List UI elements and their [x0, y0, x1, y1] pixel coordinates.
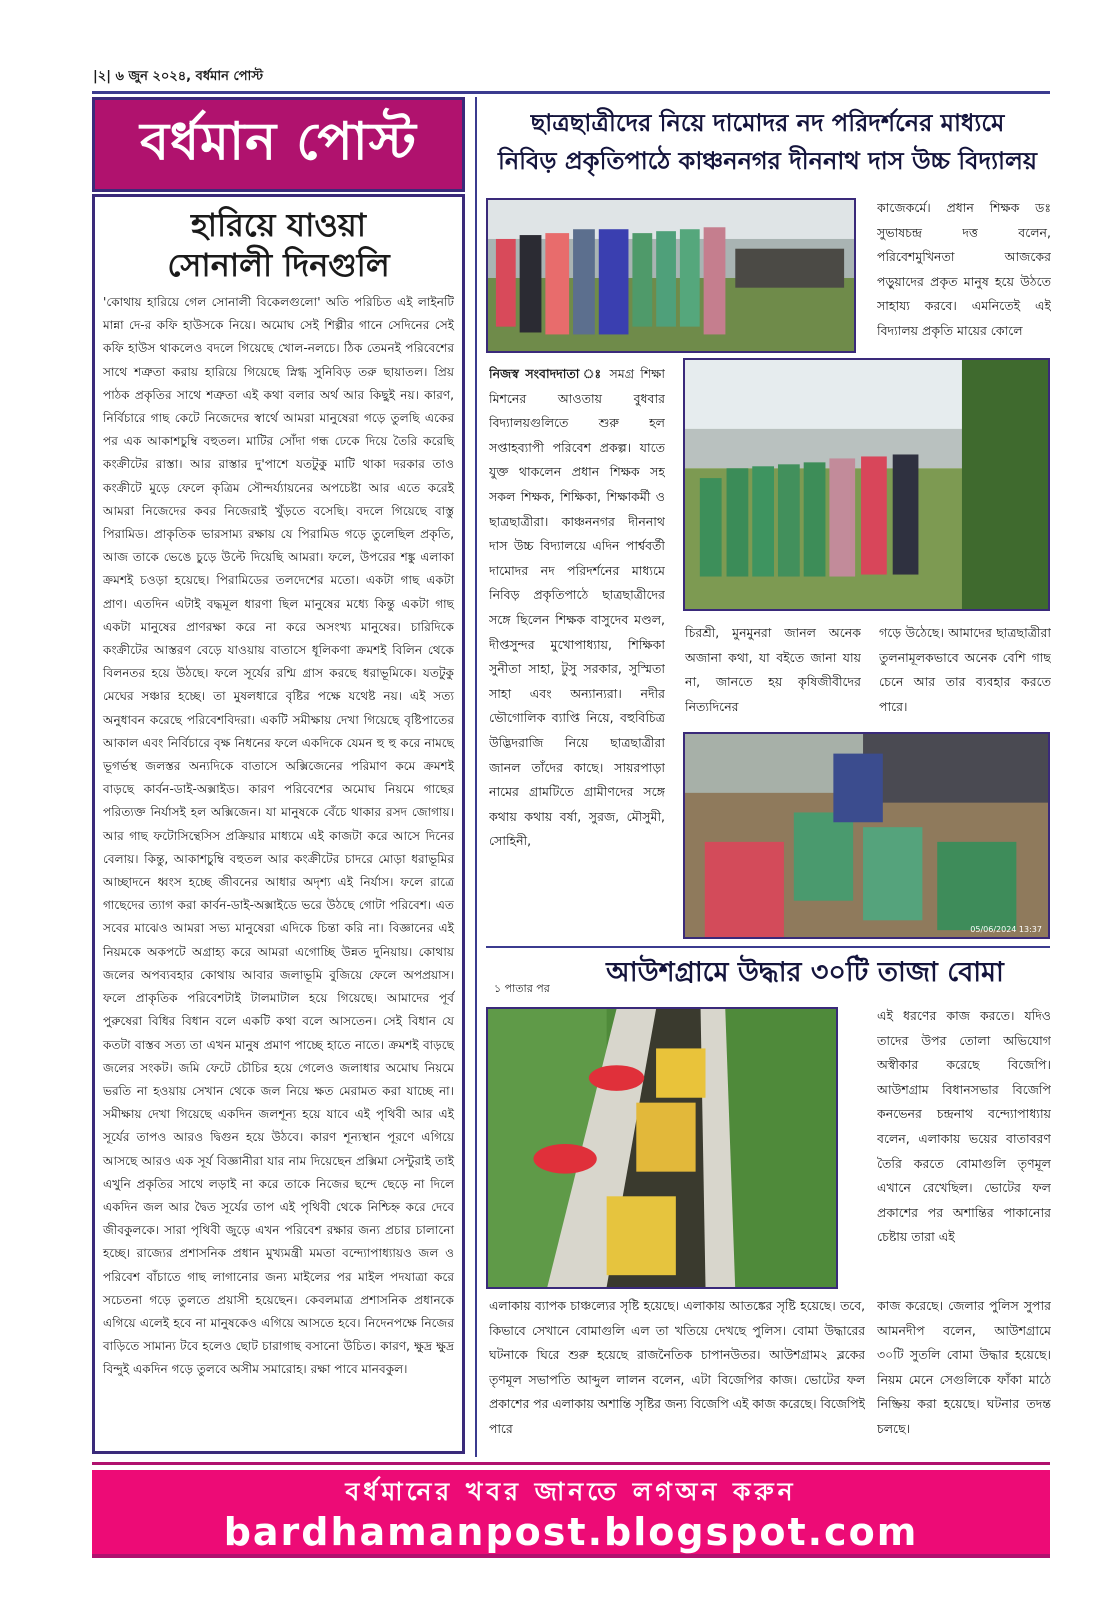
photo-timestamp: 05/06/2024 13:37 — [970, 925, 1042, 934]
second-story-text-right: এই ধরণের কাজ করতে। যদিও তাদের উপর তোলা অভিযোগ অস্বীকার করেছে বিজেপি। আউশগ্রাম বিধানসভার বিজেপি কনভেনর চন্দ্রনাথ বন্দ্যোপাধ্যায় বলেন, এলাকায় ভয়ের বাতাবরণ তৈরি করতে বোমাগুলি তৃণমূল এখানে রেখেছিল। ভোটের ফল প্রকাশের পর অশান্তির পাকানোর চেষ্টায় তারা এই — [877, 1008, 1051, 1245]
second-story-text-bottom: এলাকায় ব্যাপক চাঞ্চল্যের সৃষ্টি হয়েছে। এলাকায় আতঙ্কের সৃষ্টি হয়েছে। তবে, কিভাবে সেখানে বোমাগুলি এল তা খতিয়ে দেখছে পুলিস। বোমা উদ্ধারের ঘটনাকে ঘিরে শুরু হয়েছে রাজনৈতিক চাপানউতর। আউশগ্রাম২ ব্লকের তৃণমূল সভাপতি আব্দুল লালন বলেন, এটা বিজেপির কাজ। ভোটের ফল প্রকাশের পর এলাকায় অশান্তি সৃষ্টির জন্য বিজেপি এই কাজ করেছে। বিজেপিই পারে — [489, 1299, 865, 1436]
continued-note: ১ পাতার পর — [494, 982, 550, 995]
footer-banner — [92, 1470, 1050, 1558]
editorial-body: 'কোথায় হারিয়ে গেল সোনালী বিকেলগুলো' অতি পরিচিত এই লাইনটি মান্না দে-র কফি হাউসকে নিয়ে। অমোঘ সেই শিল্পীর গানে সেদিনের সেই কফি হাউস থাকলেও বদলে গিয়েছে খোল-নলচে। ঠিক তেমনই পরিবেশের সাথে শত্রুতা করায় হারিয়ে গিয়েছে স্নিগ্ধ সুনিবিড় তরু ছায়াতল। প্রিয় পাঠক প্রকৃতির সাথে শত্রুতা এই কথা বলার অর্থ আর কিছুই নয়। কারণ, নির্বিচারে গাছ কেটে নিজেদের স্বার্থে আমরা মানুষেরা গড়ে তুলছি একের পর এক আকাশচুম্বি বহুতল। মাটির সোঁদা গন্ধ ঢেকে দিয়ে তৈরি করেছি কংক্রীটের রাস্তা। আর রাস্তার দু'পাশে যতটুকু মাটি থাকা দরকার তাও কংক্রীটে মুড়ে ফেলে কৃত্রিম সৌন্দর্য্যায়নের অপচেষ্টা আর এতে করেই আমরা নিজেদের কবর নিজেরাই খুঁড়তে বসেছি। বদলে গিয়েছে বাস্তু পিরামিড। প্রাকৃতিক ভারসাম্য রক্ষায় যে পিরামিড গড়ে তুলেছিল প্রকৃতি, আজ তাকে ভেঙে চুড়ে উল্টে দিয়েছি আমরা। ফলে, উপরের শঙ্কু এলাকা ক্রমশই চওড়া হয়েছে। পিরামিডের তলদেশের মতো। একটা গাছ একটা প্রাণ। এতদিন এটাই বদ্ধমূল ধারণা ছিল মানুষের মধ্যে কিন্তু একটা গাছ একটা মানুষের প্রাণরক্ষা করে না করে অসংখ্য মানুষের। চারিদিকে কংক্রীটের আস্তরণ বেড়ে যাওয়ায় বাতাসে ধূলিকণা ক্রমশই বিলিন থেকে বিলনতর হয়ে উঠছে। ফলে সূর্যের রশ্মি গ্রাস করছে ধরাভূমিকে। যতটুকু মেঘের সঞ্চার হচ্ছে। তা মুষলধারে বৃষ্টির পক্ষে যথেষ্ট নয়। এই সত্য অনুধাবন করেছে পরিবেশবিদরা। একটি সমীক্ষায় দেখা গিয়েছে বৃষ্টিপাতের আকাল এবং নির্বিচারে বৃক্ষ নিধনের ফলে একদিকে যেমন হু হু করে নামছে ভূগর্ভস্থ জলস্তর অন্যদিকে বাতাসে অক্সিজেনের পরিমাণ কমে ক্রমশই বাড়ছে কার্বন-ডাই-অক্সাইড। কারণ পরিবেশের অমোঘ নিয়মে গাছের পরিত্যক্ত নির্যাসই হল অক্সিজেন। যা মানুষকে বেঁচে থাকার রসদ জোগায়। আর গাছ ফটোসিন্থেসিস প্রক্রিয়ার মাধ্যমে এই কাজটা করে আসে দিনের বেলায়। কিন্তু, আকাশচুম্বি বহুতল আর কংক্রীটের চাদরে মোড়া ধরাভূমির আচ্ছাদনে ধ্বংস হচ্ছে জীবনের আধার অদৃশ্য এই নির্যাস। ফলে রাত্রে গাছেদের ত্যাগ করা কার্বন-ডাই-অক্সাইডে ভরে উঠছে গোটা পরিবেশ। এত সবের মাঝেও আমরা সভ্য মানুষেরা এদিকে চিন্তা করি না। বিজ্ঞানের এই নিয়মকে অকপটে অগ্রাহ্য করে আমরা এগোচ্ছি উন্নত দুনিয়ায়। কোথায় জলের অপব্যবহার কোথায় আবার জলাভূমি বুজিয়ে ফেলে অপপ্রয়াস। ফলে প্রাকৃতিক পরিবেশটাই টালমাটাল হয়ে গিয়েছে। আমাদের পূর্ব পুরুষেরা বিধির বিধান বলে একটি কথা বলে আসতেন। সেই বিধান যে কতটা বাস্তব সত্য তা এখন মানুষ প্রমাণ পাচ্ছে হাতে নাতে। ক্রমশই বাড়ছে জলের সংকট। জমি ফেটে চৌচির হয়ে গেলেও জলাধার অমোঘ নিয়মে ভরতি না হওয়ায় সেখান থেকে জল নিয়ে ক্ষত মেরামত করা যাচ্ছে না। সমীক্ষায় দেখা গিয়েছে একদিন জলশূন্য হয়ে যাবে এই পৃথিবী আর এই সূর্যের তাপও আরও দ্বিগুন হয়ে উঠবে। কারণ শূন্যস্থান পূরণে এগিয়ে আসছে আরও এক সূর্য বিজ্ঞানীরা যার নাম দিয়েছেন প্রক্সিমা সেন্টুরাই তাই এখুনি প্রকৃতির সাথে লড়াই না করে তাকে নিজের ছন্দে ছেড়ে না দিলে একদিন জল আর দ্বৈত সূর্যের তাপ এই পৃথিবী থেকে নিশ্চিহ্ন করে দেবে জীবকুলকে। সারা পৃথিবী জুড়ে এখন পরিবেশ রক্ষার জন্য প্রচার চালানো হচ্ছে। রাজ্যের প্রশাসনিক প্রধান মুখ্যমন্ত্রী মমতা বন্দ্যোপাধ্যায়ও জল ও পরিবেশ বাঁচাতে গাছ লাগানোর জন্য মাইলের পর মাইল পদযাত্রা করে সচেতনা গড়ে তুলতে প্রয়াসী হয়েছেন। কেবলমাত্র প্রশাসনিক প্রধানকে এগিয়ে এলেই হবে না মানুষকেও এগিয়ে আসতে হবে। নিদেনপক্ষে নিজের বাড়িতে সামান্য টবে হলেও ছোট চারাগাছ বসানো উচিত। কারণ, ক্ষুদ্র ক্ষুদ্র বিন্দুই একদিন গড়ে তুলবে অসীম সমারোহ। রক্ষা পাবে মানবকুল। — [103, 295, 454, 1377]
photo-recovered-bombs — [486, 1007, 838, 1289]
main-story-text-mid-right: গড়ে উঠেছে। আমাদের ছাত্রছাত্রীরা তুলনামূলকভাবে অনেক বেশি গাছ চেনে আর তার ব্যবহার করতে পারে। — [879, 625, 1051, 714]
masthead-title: বর্ধমান পোস্ট — [140, 111, 417, 172]
main-headline-line-2: নিবিড় প্রকৃতিপাঠে কাঞ্চননগর দীননাথ দাস উচ্চ বিদ্যালয় — [497, 146, 1038, 175]
banner-website: bardhamanpost.blogspot.com — [223, 1510, 919, 1554]
banner-tagline: বর্ধমানের খবর জানতে লগঅন করুন — [345, 1477, 797, 1506]
page-header-line: |২| ৬ জুন ২০২৪, বর্ধমান পোস্ট — [93, 69, 264, 84]
second-story-text-bottom-right: কাজ করেছে। জেলার পুলিস সুপার আমনদীপ বলেন, আউশগ্রামে ৩০টি সুতলি বোমা উদ্ধার হয়েছে। নিয়ম মেনে সেগুলিকে ফাঁকা মাঠে নিষ্ক্রিয় করা হয়েছে। ঘটনার তদন্ত চলছে। — [877, 1298, 1051, 1436]
second-story-headline: আউশগ্রামে উদ্ধার ৩০টি তাজা বোমা — [606, 957, 1004, 988]
main-story-text-body: সমগ্র শিক্ষা মিশনের আওতায় বুধবার বিদ্যালয়গুলিতে শুরু হল সপ্তাহব্যাপী পরিবেশ প্রকল্প। যাতে যুক্ত থাকলেন প্রধান শিক্ষক সহ সকল শিক্ষক, শিক্ষিকা, শিক্ষাকর্মী ও ছাত্রছাত্রীরা। কাঞ্চননগর দীননাথ দাস উচ্চ বিদ্যালয়ে এদিন পার্শ্ববর্তী দামোদর নদ পরিদর্শনের মাধ্যমে নিবিড় প্রকৃতিপাঠে ছাত্রছাত্রীদের সঙ্গে ছিলেন শিক্ষক বাসুদেব মণ্ডল, দীপ্তসুন্দর মুখোপাধ্যায়, শিক্ষিকা সুনীতা সাহা, টুসু সরকার, সুস্মিতা সাহা এবং অন্যান্যরা। নদীর ভৌগোলিক ব্যাপ্তি নিয়ে, বহুবিচিত্র উদ্ভিদরাজি নিয়ে ছাত্রছাত্রীরা জানল তাঁদের কাছে। সায়রপাড়া নামের গ্রামটিতে গ্রামীণদের সঙ্গে কথায় কথায় বর্ষা, সুরজ, মৌসুমী, সোহিনী, — [489, 366, 665, 849]
main-story-text-column — [489, 362, 665, 942]
masthead-logo — [92, 97, 465, 192]
photo-students-field — [683, 358, 1050, 611]
editorial-article — [92, 194, 465, 1454]
main-story-text-top-right: কাজেকর্মে। প্রধান শিক্ষক ডঃ সুভাষচন্দ্র দত্ত বলেন, পরিবেশমুখিনতা আজকের পড়ুয়াদের প্রকৃত মানুষ হয়ে উঠতে সাহায্য করবে। এমনিতেই এই বিদ্যালয় প্রকৃতি মায়ের কোলে — [877, 200, 1051, 338]
story-divider — [486, 946, 1050, 948]
main-story-text-mid-left: চিরশ্রী, মুনমুনরা জানল অনেক অজানা কথা, যা বইতে জানা যায় না, জানতে হয় কৃষিজীবীদের নিত্যদিনের — [685, 625, 861, 714]
photo-students-planting — [683, 732, 1050, 939]
editorial-title-line-2: সোনালী দিনগুলি — [167, 246, 390, 284]
photo-group-riverbank — [486, 198, 856, 353]
bottom-divider — [92, 1462, 1050, 1465]
byline: নিজস্ব সংবাদদাতা ঃ — [489, 366, 604, 381]
editorial-title-line-1: হারিয়ে যাওয়া — [190, 206, 367, 244]
main-headline-line-1: ছাত্রছাত্রীদের নিয়ে দামোদর নদ পরিদর্শনের মাধ্যমে — [530, 108, 1005, 137]
column-divider — [475, 97, 477, 1457]
editorial-title — [103, 205, 454, 285]
main-story-headline — [486, 104, 1049, 186]
top-divider — [92, 91, 1050, 94]
